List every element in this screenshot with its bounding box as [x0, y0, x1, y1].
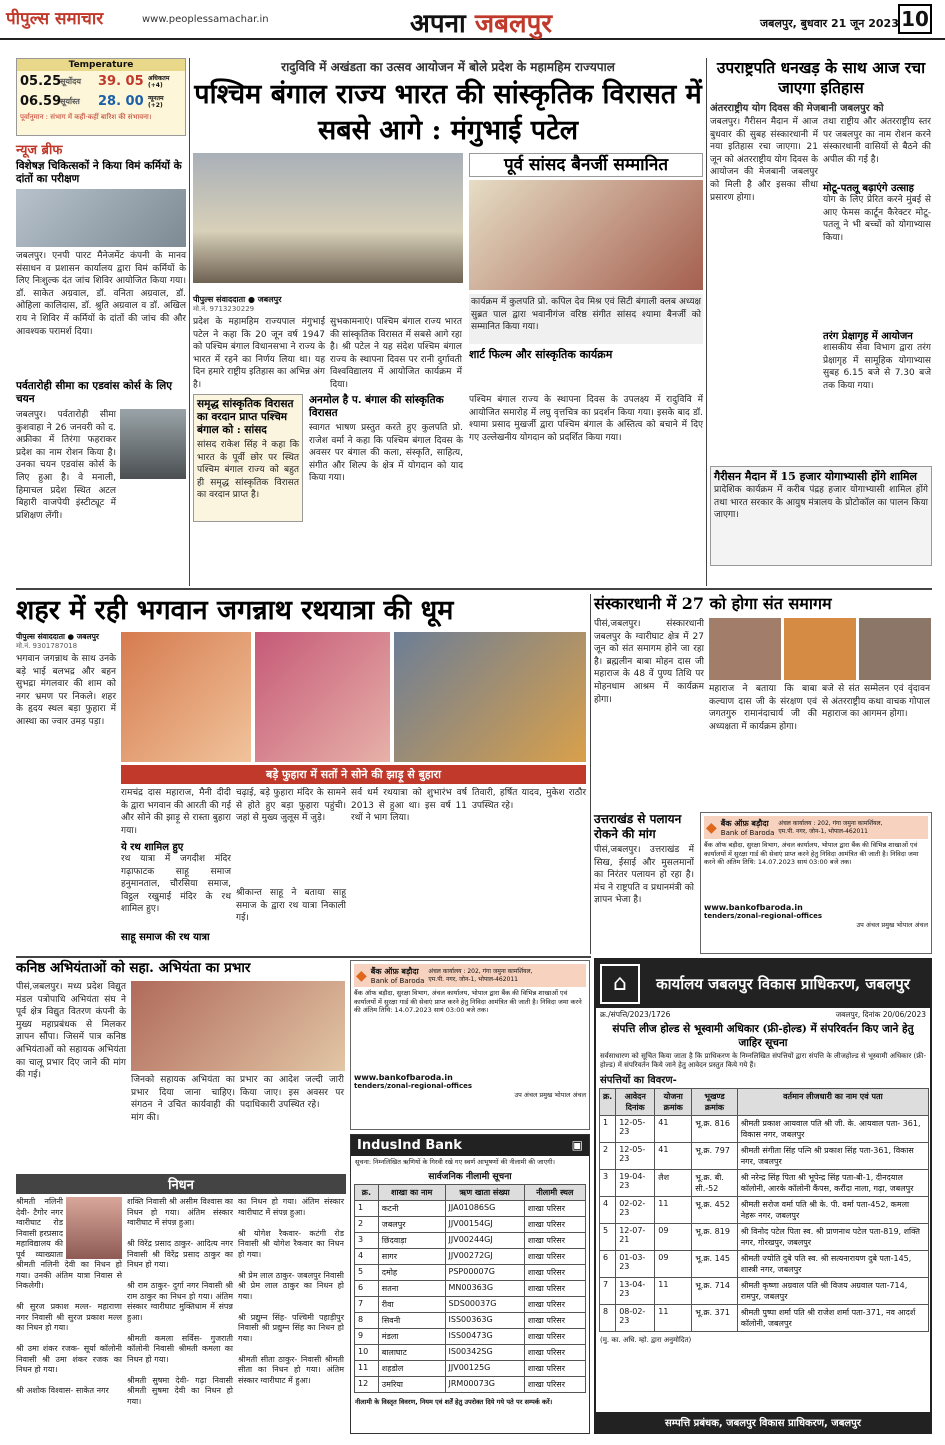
bob-logo-icon-2: ◆: [356, 967, 367, 984]
table-cell: 11: [655, 1305, 692, 1332]
brief-body-climber: जबलपुर। पर्वतारोही सीमा कुशवाहा ने 26 जनवरी को द. अफ्रीका में तिरंगा फहराकर प्रदेश का नाम रोशन किया है। उनका चयन एडवांस कोर्स के लिए हुआ है। वे मनाली, हिमाचल प्रदेश स्थित अटल बिहारी वाजपेयी इंस्टीट्यूट में प्रशिक्षण लेंगी।: [16, 410, 116, 521]
table-cell: शाखा परिसर: [524, 1312, 585, 1328]
utk-body: पीसं,जबलपुर। उत्तराखंड में सिख, ईसाई और मुसलमानों का निरंतर पलायन हो रहा है। मंच ने राष्ट्रपति व प्रधानमंत्री को ज्ञापन भेजा है।: [594, 845, 694, 906]
table-cell: 3: [600, 1170, 616, 1197]
sunrise-label: सूर्योदय: [60, 76, 82, 86]
garrison-box-body: प्रादेशिक कार्यक्रम में करीब पंद्रह हजार योगाभ्यासी शामिल होंगे तथा भारत सरकार के आयुष मंत्रालय के प्रोटोकॉल का पालन किया जाएगा।: [714, 485, 928, 521]
tarang-headline: तरंग प्रेक्षागृह में आयोजन: [823, 331, 913, 342]
lead-body-col2: सुभकामनाएं। पश्चिम बंगाल राज्य भारत की सांस्कृतिक विरासत में सबसे आगे रहा है। श्री पटेल ने यह संदेश पश्चिम बंगाल राज्य के स्थापना दिवस पर रानी दुर्गावती विश्वविद्यालय में आयोजित कार्यक्रम में दिया।: [330, 317, 462, 390]
bob-website[interactable]: www.bankofbaroda.in: [704, 903, 803, 912]
table-cell: श्री विनोद पटेल पिता स्व. श्री प्राणनाथ पटेल पता-819, शक्ति नगर, गोरखपुर, जबलपुर: [737, 1224, 928, 1251]
indusind-table-row: [355, 1232, 586, 1248]
min-temp: 28. 00: [98, 93, 144, 109]
table-cell: 13-04-23: [616, 1278, 655, 1305]
table-cell: श्री नरेन्द्र सिंह पिता श्री भूपेन्द्र सिंह पता-बी-1, दीनदयाल कॉलोनी, आरके कॉलोनी कैंपस, करौंदा नाला, गढ़ा, जबलपुर: [737, 1170, 928, 1197]
indusind-table-row: [355, 1200, 586, 1216]
lead-story: [193, 58, 703, 586]
rath-caption-banner: बड़े फुहारा में सतों ने सोने की झाड़ू से बुहारा: [121, 765, 586, 784]
rath-col4: सर्व धर्म रथयात्रा को शुभारंभ वर्ष 2013 से हुआ था। इस वर्ष 11 रथों ने भाग लिया।: [351, 788, 467, 824]
table-cell: 19-04-23: [616, 1170, 655, 1197]
table-cell: ISS00473G: [445, 1328, 524, 1344]
vp-body-col1: जबलपुर। गैरीसन मैदान में आज बुधवार की सुबह संस्कारधानी में नया इतिहास रचा जाएगा। 21 जून को अंतरराष्ट्रीय योग दिवस के आयोजन की मेजबानी जबलपुर को मिली है और इसका सीधा प्रसारण होगा।: [710, 117, 818, 203]
table-cell: सिवनी: [378, 1312, 445, 1328]
masthead: [0, 0, 945, 40]
indusind-footer: नीलामी के विस्तृत विवरण, नियम एवं शर्तें हेतु उपरोक्त दिये गये पते पर सम्पर्क करें।: [355, 1397, 553, 1406]
mp-sub-body: पश्चिम बंगाल राज्य के स्थापना दिवस के उपलक्ष्य में रादुविवि में आयोजित समारोह में लघु वृत्तचित्र का प्रदर्शन किया गया। इसके बाद डॉ. श्यामा प्रसाद मुखर्जी द्वारा पश्चिम बंगाल के अस्तित्व को बचाने में दिए गए उल्लेखनीय योगदान को प्रदर्शित किया गया।: [469, 395, 703, 443]
table-cell: 08-02-23: [616, 1305, 655, 1332]
indusind-table-row: [355, 1280, 586, 1296]
governor-event-photo: [193, 153, 463, 283]
jda-table-title: संपत्तियों का विवरण-: [600, 1075, 677, 1086]
table-cell: 12-05-23: [616, 1116, 655, 1143]
max-temp: 39. 05: [98, 73, 144, 89]
eng-body: पीसं,जबलपुर। मध्य प्रदेश विद्युत मंडल पत्रोपाधि अभियंता संघ ने पूर्व क्षेत्र विद्युत वितरण कंपनी के मुख्य महाप्रबंधक से मिलकर ज्ञापन सौंपा। जिसमें पात्र कनिष्ठ अभियंताओं को सहायक अभियंता का चालू प्रभार दिए जाने की मांग की गई।: [16, 982, 126, 1081]
table-cell: 8: [355, 1312, 379, 1328]
vp-subheadline: अंतरराष्ट्रीय योग दिवस की मेजबानी जबलपुर को: [710, 103, 884, 114]
table-header-cell: क्र.: [600, 1089, 616, 1116]
eng-headline: कनिष्ठ अभियंताओं को सहा. अभियंता का प्रभार: [16, 960, 251, 976]
rath-yatra-story: [16, 594, 586, 954]
lead-byline-phone: मो.नं. 9713230229: [193, 305, 255, 313]
lead-kicker: रादुविवि में अखंडता का उत्सव आयोजन में बोले प्रदेश के महामहिम राज्यपाल: [281, 60, 615, 74]
rath-chariots-body: रथ यात्रा में जगदीश मंदिर गढ़ाफाटक साहू समाज हनुमानताल, चौरसिया समाज, विट्ठल रखुमाई मंदिर के रथ शामिल हुए।: [121, 854, 231, 915]
sant-body: पीसं,जबलपुर। संस्कारधानी जबलपुर के ग्वारीघाट क्षेत्र में 27 जून को संत समागम होने जा रहा है। ब्रह्मलीन बाबा मोहन दास जी महाराज के 48 वें पुण्य तिथि पर मोहनधाम आश्रम में कार्यक्रम होगा।: [594, 619, 704, 705]
eng-col2: जिनको सहायक अभियंता का प्रभार दिया जाना चाहिए। संगठन ने उचित कार्यवाही की मांग की।: [131, 1075, 235, 1123]
table-cell: शाखा परिसर: [524, 1200, 585, 1216]
table-cell: भू.क्र. 145: [692, 1251, 737, 1278]
brief-headline-climber: पर्वतारोही सीमा का एडवांस कोर्स के लिए चयन: [16, 380, 173, 405]
obituary-col1: श्रीमती नलिनी देवी- टैगोर नगर ग्वारीघाट रोड निवासी हरप्रसाद महाविद्यालय की पूर्व व्याख्याता श्रीमती नलिनी देवी का निधन हो गया। उनकी अंतिम यात्रा निवास से निकलेगी। श्री सुरज प्रकाश मल्ल- महाराणा नगर निवासी श्री सुरज प्रकाश मल्ल का निधन हो गया। श्री उमा शंकर रजक- सूर्या कॉलोनी निवासी श्री उमा शंकर रजक का निधन हो गया। श्री अशोक विश्वास- साकेत नगर: [16, 1197, 122, 1395]
table-cell: भू.क्र. 797: [692, 1143, 737, 1170]
rath-body: भगवान जगन्नाथ के साथ उनके बड़े भाई बलभद्र और बहन सुभद्रा मंगलवार की शाम को नगर भ्रमण पर निकले। शहर के हृदय स्थल बड़ा फुहारा में आस्था का ज्वार उमड़ पड़ा।: [16, 654, 116, 727]
table-cell: शाखा परिसर: [524, 1376, 585, 1392]
jda-sign-note: (मु. का. अधि. म्हो. द्वारा अनुमोदित): [600, 1336, 692, 1344]
table-cell: शाखा परिसर: [524, 1328, 585, 1344]
table-cell: भू.क्र. 714: [692, 1278, 737, 1305]
sunrise-time: 05.25: [20, 73, 62, 89]
table-cell: कटनी: [378, 1200, 445, 1216]
table-cell: 12: [355, 1376, 379, 1392]
sunset-label: सूर्यास्त: [60, 96, 80, 106]
table-header-cell: नीलामी स्थल: [524, 1184, 585, 1200]
website-url[interactable]: www.peoplessamachar.in: [142, 14, 269, 25]
jda-table-row: [600, 1197, 929, 1224]
table-cell: 01-03-23: [616, 1251, 655, 1278]
table-cell: 1: [600, 1116, 616, 1143]
jda-footer: सम्पत्ति प्रबंधक, जबलपुर विकास प्राधिकरण, जबलपुर: [596, 1412, 930, 1432]
table-cell: 9: [355, 1328, 379, 1344]
bob-body: बैंक ऑफ बड़ौदा, सुरक्षा विभाग, अंचल कार्यालय, भोपाल द्वारा बैंक की विभिन्न शाखाओं एवं कार्यालयों में सुरक्षा गार्ड की सेवाएं प्राप्त करने हेतु निविदा आमंत्रित की जाती है। निविदा जमा करने की अंतिम तिथि: 14.07.2023 सायं 03:00 बजे तक।: [704, 841, 919, 866]
jda-body: सर्वसाधारण को सूचित किया जाता है कि प्राधिकरण के निम्नलिखित संपत्तियों द्वारा संपत्ति के लीजहोल्ड से भूस्वामी अधिकार (फ्री-होल्ड) में संपरिवर्तन किये जाने हेतु आवेदन प्रस्तुत किये गये हैं।: [600, 1052, 926, 1069]
table-cell: IS00342SG: [445, 1344, 524, 1360]
table-cell: 2: [355, 1216, 379, 1232]
table-cell: JJV00125G: [445, 1360, 524, 1376]
uttarakhand-story: [594, 812, 694, 954]
table-cell: जबलपुर: [378, 1216, 445, 1232]
news-brief-column: [16, 140, 186, 580]
jda-property-table: [599, 1088, 929, 1332]
indusind-logo-icon: ▣: [571, 1138, 583, 1152]
indusind-table-row: [355, 1360, 586, 1376]
table-cell: सतना: [378, 1280, 445, 1296]
table-cell: 02-02-23: [616, 1197, 655, 1224]
rath-photo-left: [121, 632, 251, 762]
indusind-table-row: [355, 1312, 586, 1328]
mp-photo-caption: कार्यक्रम में कुलपति प्रो. कपिल देव मिश्र एवं सिटी बंगाली क्लब अध्यक्ष सुब्रत पाल द्वारा भवानीगंज वरिष्ठ संगीत सांसद श्यामा बैनर्जी को सम्मानित किया गया।: [469, 294, 703, 344]
table-cell: शाखा परिसर: [524, 1280, 585, 1296]
sant-caption-left: महाराज ने बताया कि बाबा कल्याण दास जी के संरक्षण एवं जगतगुरु रामानंदाचार्य जी की अध्यक्षता में कार्यक्रम होगा।: [709, 684, 817, 732]
jda-notice: [594, 958, 932, 1434]
indusind-table-row: [355, 1328, 586, 1344]
garrison-box-headline: गैरीसन मैदान में 15 हजार योगाभ्यासी होंगे शामिल: [714, 470, 917, 483]
rath-col5: तिवारी, हर्षित यादव, मुकेश राठौर उपस्थित रहे।: [472, 788, 586, 811]
jda-ref: क्र./संपत्ति/2023/1726: [600, 1010, 671, 1019]
side-headline: समृद्ध सांस्कृतिक विरासत का वरदान प्राप्त पश्चिम बंगाल को : सांसद: [197, 398, 294, 436]
table-cell: श्रीमती प्रकाश आयवाल पति श्री जी. के. आयवाल पता- 361, विकास नगर, जबलपुर: [737, 1116, 928, 1143]
rath-chariots-headline: ये रथ शामिल हुए: [121, 842, 184, 853]
indusind-table-row: [355, 1296, 586, 1312]
table-header-cell: आवेदन दिनांक: [616, 1089, 655, 1116]
table-cell: JJV00244GJ: [445, 1232, 524, 1248]
side-body: सांसद राकेश सिंह ने कहा कि भारत के पूर्वी छोर पर स्थित पश्चिम बंगाल राज्य को बहुत ही समृद्ध सांस्कृतिक विरासत का वरदान प्राप्त है।: [197, 440, 299, 501]
table-cell: श्रीमती सरोज वर्मा पति श्री के. पी. वर्मा पता-452, कमला नेहरू नगर, जबलपुर: [737, 1197, 928, 1224]
table-cell: भू.क्र. 452: [692, 1197, 737, 1224]
bob-name-hi-2: बैंक ऑफ़ बड़ौदा: [370, 967, 419, 976]
table-cell: 7: [600, 1278, 616, 1305]
lead-body-col1: प्रदेश के महामहिम राज्यपाल मंगुभाई पटेल ने कहा कि 20 जून वर्ष 1947 को पश्चिम बंगाल विधानसभा ने राज्य के भारत में रहने का निर्णय लिया था। यह दिन हमारे राष्ट्रीय इतिहास का अभिन्न अंग है।: [193, 317, 325, 390]
eng-col3: प्रभार का आदेश जल्दी जारी किया जाए। इस अवसर पर पदाधिकारी उपस्थित रहे।: [240, 1075, 344, 1111]
table-header-cell: क्र.: [355, 1184, 379, 1200]
sant-photo-2: [784, 618, 856, 680]
table-cell: शाखा परिसर: [524, 1248, 585, 1264]
rath-byline-phone: मो.नं. 9301787018: [16, 642, 78, 650]
bob-address: अंचल कार्यालय : 202, गंगा जमुना कामर्शियल, एम.पी. नगर, जोन-1, भोपाल-462011: [778, 819, 883, 835]
yoga-day-story: [710, 58, 932, 586]
table-cell: भू.क्र. 819: [692, 1224, 737, 1251]
sant-headline: संस्कारधानी में 27 को होगा संत समागम: [594, 594, 832, 613]
jda-table-row: [600, 1116, 929, 1143]
bob-signatory-2: उप अंचल प्रमुख भोपाल अंचल: [514, 1091, 586, 1099]
sunset-time: 06.59: [20, 93, 62, 109]
table-cell: 12-07-21: [616, 1224, 655, 1251]
table-cell: श्रीमती पुष्पा शर्मा पति श्री राजेश शर्मा पता-371, नव आदर्श कॉलोनी, जबलपुर: [737, 1305, 928, 1332]
table-cell: 5: [355, 1264, 379, 1280]
table-cell: सागर: [378, 1248, 445, 1264]
table-header-cell: ऋण खाता संख्या: [445, 1184, 524, 1200]
table-cell: 1: [355, 1200, 379, 1216]
table-cell: 4: [355, 1248, 379, 1264]
forecast-text: पूर्वानुमान : संभाग में कहीं-कहीं बारिश की संभावना।: [20, 113, 152, 121]
table-header-cell: वर्तमान लीजधारी का नाम एवं पता: [737, 1089, 928, 1116]
table-cell: 41: [655, 1143, 692, 1170]
obituary-section: [16, 1174, 346, 1434]
table-cell: 6: [355, 1280, 379, 1296]
bob-logo-icon: ◆: [706, 819, 717, 836]
indusind-body: सूचना: निम्नलिखित ऋणियों के गिरवी रखे गए स्वर्ण आभूषणों की नीलामी की जाएगी।: [355, 1158, 555, 1166]
engineers-meeting-photo: [131, 981, 345, 1071]
table-cell: श्रीमती ज्योति दुबे पति स्व. श्री सत्यनारायण दुबे पता-145, शास्त्री नगर, जबलपुर: [737, 1251, 928, 1278]
rath-photo-center: [255, 632, 390, 762]
table-cell: SDS00037G: [445, 1296, 524, 1312]
bob-signatory: उप अंचल प्रमुख भोपाल अंचल: [856, 921, 928, 929]
issue-date: जबलपुर, बुधवार 21 जून 2023: [760, 17, 899, 30]
min-label: न्यूनतम (+2): [148, 94, 164, 109]
indusind-table-row: [355, 1376, 586, 1392]
table-cell: शहडोल: [378, 1360, 445, 1376]
bob-name-en: Bank of Baroda: [720, 829, 775, 837]
table-cell: JJA01086SG: [445, 1200, 524, 1216]
dental-camp-photo: [16, 189, 186, 247]
table-cell: 5: [600, 1224, 616, 1251]
table-cell: रीवा: [378, 1296, 445, 1312]
lead-headline: पश्चिम बंगाल राज्य भारत की सांस्कृतिक विरासत में सबसे आगे : मंगुभाई पटेल: [194, 79, 702, 146]
sant-caption-right: बजे से संत सम्मेलन एवं वृंदावन से अंतरराष्ट्रीय कथा वाचक गोपाल महाराज का आगमन होगा।: [822, 684, 930, 720]
indusind-table-row: [355, 1216, 586, 1232]
obituary-title: निधन: [16, 1174, 346, 1194]
sahu-body: श्रीकान्त साहू ने बताया साहू समाज के द्वारा रथ यात्रा निकाली गई।: [236, 888, 346, 924]
table-cell: 11: [355, 1360, 379, 1376]
sant-photo-1: [709, 618, 781, 680]
table-cell: 09: [655, 1224, 692, 1251]
table-cell: 11: [655, 1278, 692, 1305]
mp-honor-photo: [469, 180, 703, 290]
jda-table-row: [600, 1305, 929, 1332]
weather-box: [16, 58, 186, 136]
table-header-cell: शाखा का नाम: [378, 1184, 445, 1200]
table-cell: 6: [600, 1251, 616, 1278]
news-brief-label: न्यूज ब्रीफ: [16, 143, 63, 158]
table-cell: 41: [655, 1116, 692, 1143]
mid-headline: अनमोल है प. बंगाल की सांस्कृतिक विरासत: [309, 394, 444, 419]
indusind-table-row: [355, 1248, 586, 1264]
sant-samagam-story: [594, 594, 932, 809]
bob-body-2: बैंक ऑफ बड़ौदा, सुरक्षा विभाग, अंचल कार्यालय, भोपाल द्वारा बैंक की विभिन्न शाखाओं एवं कार्यालयों में सुरक्षा गार्ड की सेवाएं प्राप्त करने हेतु निविदा आमंत्रित की जाती है। निविदा जमा करने की अंतिम तिथि: 14.07.2023 सायं 03:00 बजे तक।: [354, 989, 582, 1014]
rath-byline: पीपुल्स संवाददाता ● जबलपुर: [16, 632, 99, 641]
table-cell: 8: [600, 1305, 616, 1332]
table-cell: JRM00073G: [445, 1376, 524, 1392]
table-cell: 09: [655, 1251, 692, 1278]
jda-date: जबलपुर, दिनांक 20/06/2023: [835, 1010, 926, 1019]
table-cell: छिंदवाड़ा: [378, 1232, 445, 1248]
table-cell: शाखा परिसर: [524, 1232, 585, 1248]
jda-table-row: [600, 1251, 929, 1278]
jda-title: कार्यालय जबलपुर विकास प्राधिकरण, जबलपुर: [656, 974, 910, 993]
engineers-story: [16, 960, 346, 1170]
table-cell: 7: [355, 1296, 379, 1312]
rath-col2: रामचंद्र दास महाराज, मैनी दीदी के द्वारा भगवान की आरती की गई और सोने की झाड़ू से रास्ता बुहारा गया।: [121, 788, 231, 836]
table-cell: श्रीमती संगीता सिंह पत्नि श्री प्रकाश सिंह पता-361, विकास नगर, जबलपुर: [737, 1143, 928, 1170]
rath-photo-right: [394, 632, 586, 762]
indusind-table-row: [355, 1264, 586, 1280]
table-cell: भू.क्र. 371: [692, 1305, 737, 1332]
weather-title: Temperature: [17, 59, 185, 71]
mp-honor-headline: पूर्व सांसद बैनर्जी सम्मानित: [469, 153, 703, 177]
indusind-table: [354, 1184, 586, 1393]
table-cell: JJV00272GJ: [445, 1248, 524, 1264]
bob-address-2: अंचल कार्यालय : 202, गंगा जमुना कामर्शियल, एम.पी. नगर, जोन-1, भोपाल-462011: [428, 967, 533, 983]
obituary-portrait: [66, 1197, 122, 1259]
jda-table-row: [600, 1170, 929, 1197]
table-cell: भू.क्र. 816: [692, 1116, 737, 1143]
table-cell: 12-05-23: [616, 1143, 655, 1170]
bob-name-hi: बैंक ऑफ़ बड़ौदा: [720, 819, 769, 828]
table-cell: शाखा परिसर: [524, 1344, 585, 1360]
table-cell: 2: [600, 1143, 616, 1170]
jda-logo-icon: ⌂: [600, 964, 640, 1004]
jda-table-row: [600, 1143, 929, 1170]
bob-name-en-2: Bank of Baroda: [370, 977, 425, 985]
bob-tender-path: tenders/zonal-regional-offices: [704, 912, 823, 920]
bob-tender-path-2: tenders/zonal-regional-offices: [354, 1082, 473, 1090]
table-cell: PSP00007G: [445, 1264, 524, 1280]
motu-patlu-body: योग के लिए प्रेरित करने मुंबई से आए फेमस कार्टून कैरेक्टर मोटू-पतलू ने भी बच्चों को योगाभ्यास किया।: [823, 195, 931, 243]
table-cell: बालाघाट: [378, 1344, 445, 1360]
page-number: 10: [898, 4, 932, 34]
sant-photo-3: [859, 618, 931, 680]
brief-body-dental: जबलपुर। एनपी पारट मैनेजमेंट कंपनी के मानव संसाधन व प्रशासन कार्यालय द्वारा विमं कर्मियों के लिए निःशुल्क दंत जांच शिविर आयोजित किया गया। डॉ. साकेत अग्रवाल, डॉ. वनिता अग्रवाल, डॉ. ओहिला कालिदास, डॉ. श्रुति अग्रवाल व डॉ. अखिल राय ने शिविर में कर्मियों के दांतों की जांच की और आवश्यक परामर्श दिया।: [16, 251, 186, 337]
table-header-cell: योजना क्रमांक: [655, 1089, 692, 1116]
obituary-col3: का निधन हो गया। अंतिम संस्कार ग्वारीघाट में संपन्न हुआ। श्री योगेश रैकवार- कटंगी रोड निवासी श्री योगेश रैकवार का निधन हो गया। श्री प्रेम लाल ठाकुर- जबलपुर निवासी श्री प्रेम लाल ठाकुर का निधन हो गया। श्री प्रद्युम्न सिंह- पश्चिमी पहाड़ीपुर निवासी श्री प्रद्युम्न सिंह का निधन हो गया। श्रीमती सीता ठाकुर- निवासी श्रीमती सीता का निधन हो गया। अंतिम संस्कार ग्वारीघाट में हुआ।: [238, 1197, 344, 1385]
indusind-auction-ad: [350, 1134, 590, 1434]
bank-of-baroda-ad-right: [700, 812, 932, 954]
vp-headline: उपराष्ट्रपति धनखड़ के साथ आज रचा जाएगा इतिहास: [716, 58, 926, 97]
mid-body: स्वागत भाषण प्रस्तुत करते हुए कुलपति प्रो. राजेश वर्मा ने कहा कि पश्चिम बंगाल दिवस के अवसर पर बंगाल की कला, संस्कृति, साहित्य, संगीत और शिल्प के क्षेत्र में योगदान को याद किया गया।: [309, 423, 463, 484]
table-cell: शाखा परिसर: [524, 1264, 585, 1280]
obituary-col2: शक्ति निवासी श्री असीम विश्वास का निधन हो गया। अंतिम संस्कार ग्वारीघाट में संपन्न हुआ। श्री विरेंद्र प्रसाद ठाकुर- आदित्य नगर निवासी श्री विरेंद्र प्रसाद ठाकुर का निधन हो गया। श्री राम ठाकुर- दुर्गा नगर निवासी श्री राम ठाकुर का निधन हो गया। अंतिम संस्कार ग्वारीघाट मुक्तिधाम में संपन्न हुआ। श्रीमती कमला सर्विस- गुजराती कॉलोनी निवासी श्रीमती कमला का निधन हो गया। श्रीमती सुषमा देवी- गढ़ा निवासी श्रीमती सुषमा देवी का निधन हो गया।: [127, 1197, 233, 1406]
jda-table-row: [600, 1278, 929, 1305]
utk-headline: उत्तराखंड से पलायन रोकने की मांग: [594, 812, 682, 841]
jda-notice-title: संपत्ति लीज होल्ड से भूस्वामी अधिकार (फ्री-होल्ड) में संपरिवर्तन किए जाने हेतु जाहिर सूचना: [612, 1023, 914, 1049]
sahu-headline: साहू समाज की रथ यात्रा: [121, 932, 210, 943]
logo-sub: समाचार: [55, 9, 104, 29]
motu-patlu-headline: मोटू-पतलू बढ़ाएंगे उत्साह: [823, 183, 914, 194]
max-label: अधिकतम (+4): [148, 74, 170, 89]
table-cell: भू.क्र. बी. सी.-52: [692, 1170, 737, 1197]
table-cell: 4: [600, 1197, 616, 1224]
indusind-name: IndusInd Bank: [357, 1138, 462, 1153]
table-cell: JJV00154GJ: [445, 1216, 524, 1232]
table-cell: उमरिया: [378, 1376, 445, 1392]
table-cell: दमोह: [378, 1264, 445, 1280]
table-cell: 11: [655, 1197, 692, 1224]
table-cell: लैश: [655, 1170, 692, 1197]
rath-headline: शहर में रही भगवान जगन्नाथ रथयात्रा की धूम: [16, 595, 454, 626]
mp-sub-headline: शार्ट फिल्म और सांस्कृतिक कार्यक्रम: [469, 348, 613, 361]
table-cell: शाखा परिसर: [524, 1360, 585, 1376]
table-cell: 10: [355, 1344, 379, 1360]
table-cell: मंडला: [378, 1328, 445, 1344]
vp-body-col2: तथा राष्ट्रीय और अंतरराष्ट्रीय स्तर पर जबलपुर का नाम रोशन करने संस्कारधानी वासियों से बैठने की अपील की गई है।: [823, 117, 931, 165]
newspaper-logo: पीपुल्स समाचार: [6, 9, 104, 29]
table-cell: श्रीमती कृष्णा अग्रवाल पति श्री विजय अग्रवाल पता-714, रामपुर, जबलपुर: [737, 1278, 928, 1305]
table-cell: शाखा परिसर: [524, 1216, 585, 1232]
table-cell: ISS00363G: [445, 1312, 524, 1328]
jda-table-row: [600, 1224, 929, 1251]
section-title: अपना जबलपुर: [410, 9, 553, 39]
table-cell: 3: [355, 1232, 379, 1248]
table-cell: MN00363G: [445, 1280, 524, 1296]
rath-col3: चढ़ाई, बड़े फुहारा मंदिर के सामने से होते हुए बड़ा फुहारा पहुंची। जहां से मुख्य जुलूस में जुड़े।: [236, 788, 346, 824]
brief-headline-dental: विशेषज्ञ चिकित्सकों ने किया विमं कर्मियों के दांतों का परीक्षण: [16, 160, 182, 185]
bob-website-2[interactable]: www.bankofbaroda.in: [354, 1073, 453, 1082]
table-cell: शाखा परिसर: [524, 1296, 585, 1312]
lead-byline: पीपुल्स संवाददाता ● जबलपुर: [193, 295, 282, 304]
bank-of-baroda-ad-mid: [350, 960, 590, 1130]
indusind-table-row: [355, 1344, 586, 1360]
table-header-cell: भूखण्ड क्रमांक: [692, 1089, 737, 1116]
climber-portrait-photo: [120, 409, 186, 479]
indusind-auction-title: सार्वजनिक नीलामी सूचना: [428, 1171, 512, 1182]
tarang-body: शासकीय सेवा विभाग द्वारा तरंग प्रेक्षागृह में सामूहिक योगाभ्यास सुबह 6.15 बजे से 7.30 बजे तक किया गया।: [823, 343, 931, 391]
